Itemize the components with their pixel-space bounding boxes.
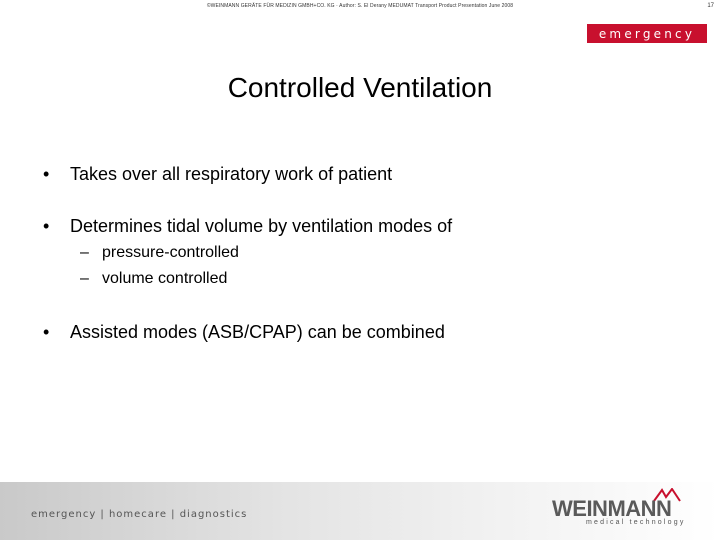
bullet-dot: • [43, 216, 50, 236]
emergency-badge: emergency [587, 24, 707, 43]
slide-title: Controlled Ventilation [227, 72, 493, 103]
bullet-text: Takes over all respiratory work of patient [70, 164, 393, 184]
sub-bullet-text: pressure-controlled [102, 244, 239, 261]
footer-bar [0, 482, 720, 540]
footer-tagline: emergency | homecare | diagnostics [31, 509, 248, 520]
sub-bullet-dash: – [80, 244, 89, 261]
header-copyright: ©WEINMANN GERÄTE FÜR MEDIZIN GMBH+CO. KG · Author: S. El Derany MEDUMAT Transport Product Presentation June 2008 [206, 3, 514, 9]
page-number: 17 [707, 3, 714, 9]
bullet-text: Determines tidal volume by ventilation modes of [70, 216, 453, 236]
logo-subtitle: medical technology [586, 519, 686, 526]
bullet-dot: • [43, 164, 50, 184]
company-logo: WEINMANN [552, 496, 672, 521]
sub-bullet-text: volume controlled [102, 270, 228, 287]
bullet-text: Assisted modes (ASB/CPAP) can be combined [70, 322, 445, 342]
bullet-dot: • [43, 322, 50, 342]
sub-bullet-dash: – [80, 270, 89, 287]
